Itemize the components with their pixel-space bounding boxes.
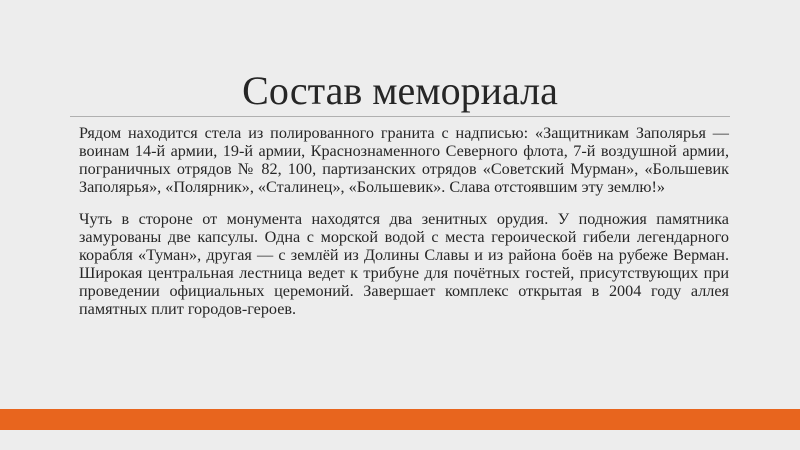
slide-title: Состав мемориала [242, 68, 558, 113]
paragraph-stela: Рядом находится стела из полированного гранита с надписью: «Защитникам Заполярья — воинам 14-й армии, 19-й армии, Краснознаменного Северного флота, 7-й воздушной армии, пограничных отрядов № 82, 100, партизанских отрядов «Советский Мурман», «Большевик Заполярья», «Полярник», «Сталинец», «Большевик». Слава отстоявшим эту землю!» [79, 124, 729, 196]
accent-bar [0, 409, 800, 430]
title-divider [70, 116, 730, 117]
paragraph-complex: Чуть в стороне от монумента находятся два зенитных орудия. У подножия памятника замурованы две капсулы. Одна с морской водой с места героической гибели легендарного корабля «Туман», другая — с землёй из Долины Славы и из района боёв на рубеже Верман. Широкая центральная лестница ведет к трибуне для почётных гостей, присутствующих при проведении официальных церемоний. Завершает комплекс открытая в 2004 году аллея памятных плит городов-героев. [79, 210, 729, 318]
slide-body [79, 124, 729, 332]
